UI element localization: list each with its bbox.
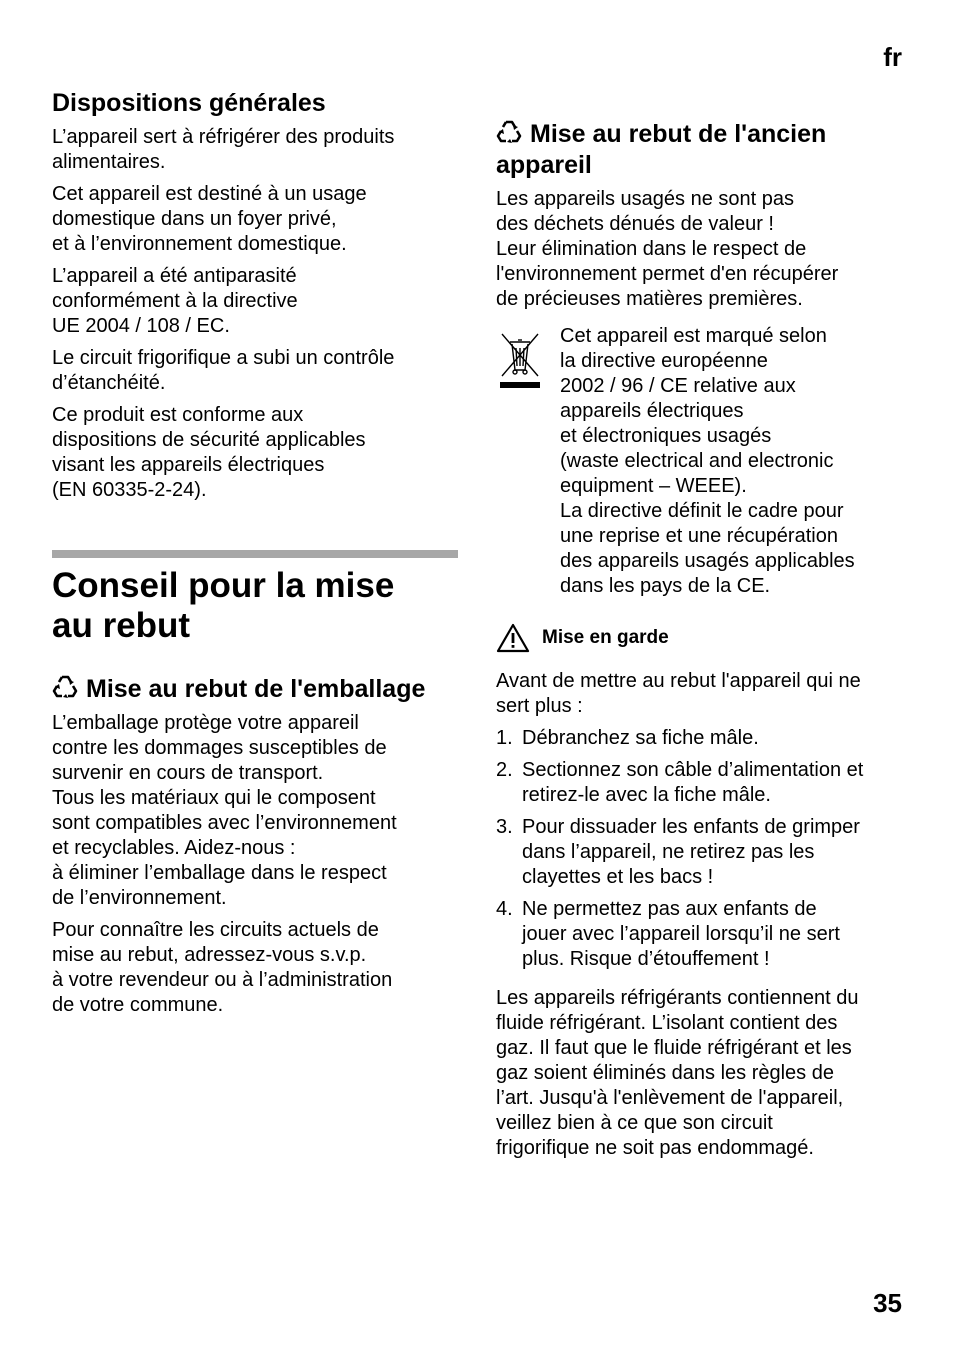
step-number: 2. — [496, 759, 513, 781]
old-appliance-title-text: Mise au rebut de l'ancien appareil — [496, 120, 827, 179]
paragraph: Les appareils réfrigérants contiennent du fluide réfrigérant. L’isolant contient des gaz. Il faut que le fluide réfrigérant et les gaz soient éliminés dans les règles de l’art. Jusqu'à l'enlèvement de l'appareil, veillez bien à ce que son circuit frigorifique ne soit pas endommagé. — [496, 987, 859, 1159]
paragraph: L’emballage protège votre appareil contre les dommages susceptibles de survenir en cours de transport. Tous les matériaux qui le composent sont compatibles avec l’environnement et recyclables. Aidez-nous : à éliminer l’emballage dans le respect de l’environnement. — [52, 712, 397, 909]
paragraph: Avant de mettre au rebut l'appareil qui ne sert plus : — [496, 670, 861, 717]
paragraph: Le circuit frigorifique a subi un contrôle d’étanchéité. — [52, 347, 395, 394]
paragraph: Ce produit est conforme aux dispositions de sécurité applicables visant les appareils électriques (EN 60335-2-24). — [52, 404, 366, 501]
packaging-section — [52, 674, 462, 1025]
paragraph: Cet appareil est destiné à un usage domestique dans un foyer privé, et à l’environnement domestique. — [52, 183, 367, 255]
step-text: Débranchez sa fiche mâle. — [522, 727, 759, 749]
packaging-title — [52, 674, 462, 705]
packaging-title-text: Mise au rebut de l'emballage — [86, 675, 426, 703]
paragraph: Pour connaître les circuits actuels de mise au rebut, adressez-vous s.v.p. à votre revendeur ou à l’administration de votre commune. — [52, 919, 393, 1016]
weee-block — [496, 324, 906, 599]
paragraph: Les appareils usagés ne sont pas des déchets dénués de valeur ! Leur élimination dans le respect de l'environnement permet d'en récupérer de précieuses matières premières. — [496, 188, 839, 310]
section-title-general: Dispositions générales — [52, 89, 326, 117]
right-column — [496, 88, 906, 1168]
list-item — [496, 758, 906, 808]
chapter-title: Conseil pour la mise au rebut — [52, 566, 395, 645]
chapter-divider — [52, 550, 458, 558]
warning-heading — [496, 623, 906, 653]
left-column — [52, 88, 462, 510]
list-item — [496, 897, 906, 972]
recycle-icon — [496, 119, 522, 145]
step-text: Ne permettez pas aux enfants de jouer avec l’appareil lorsqu’il ne sert plus. Risque d’étouffement ! — [522, 898, 840, 970]
paragraph: L’appareil a été antiparasité conformément à la directive UE 2004 / 108 / EC. — [52, 265, 298, 337]
step-number: 3. — [496, 816, 513, 838]
list-item — [496, 815, 906, 890]
list-item — [496, 726, 906, 751]
step-text: Pour dissuader les enfants de grimper dans l’appareil, ne retirez pas les clayettes et les bacs ! — [522, 816, 860, 888]
old-appliance-title — [496, 88, 906, 181]
weee-text: Cet appareil est marqué selon la directive européenne 2002 / 96 / CE relative aux appareils électriques et électroniques usagés (waste electrical and electronic equipment – WEEE). La directive définit le cadre pour une reprise et une récupération des appareils usagés applicables dans les pays de la CE. — [560, 325, 855, 597]
recycle-icon — [52, 674, 78, 700]
warning-title: Mise en garde — [542, 627, 669, 648]
crossed-bin-icon — [498, 332, 542, 388]
step-number: 1. — [496, 727, 513, 749]
page-number: 35 — [873, 1288, 902, 1318]
steps-list — [496, 726, 906, 972]
step-number: 4. — [496, 898, 513, 920]
paragraph: L’appareil sert à réfrigérer des produits alimentaires. — [52, 126, 395, 173]
language-marker: fr — [883, 42, 902, 72]
step-text: Sectionnez son câble d’alimentation et retirez-le avec la fiche mâle. — [522, 759, 864, 806]
warning-triangle-icon — [496, 623, 530, 653]
